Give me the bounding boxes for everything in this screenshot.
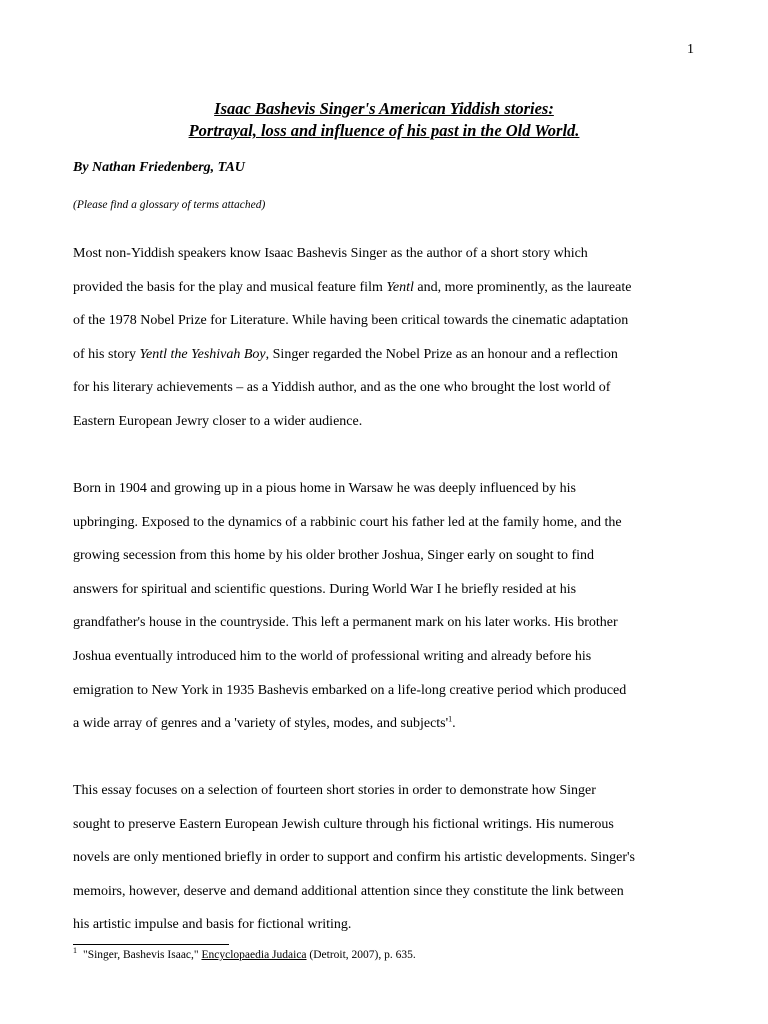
footnote-separator bbox=[73, 944, 229, 945]
paragraph-2 bbox=[73, 472, 713, 741]
footnote-reference[interactable]: 1 bbox=[448, 714, 453, 724]
film-title-yentl: Yentl bbox=[386, 279, 414, 295]
text-span: . bbox=[452, 716, 456, 732]
paragraph-line bbox=[73, 707, 713, 741]
document-title bbox=[0, 98, 768, 142]
footnote-text: "Singer, Bashevis Isaac," bbox=[83, 949, 202, 961]
footnote-source: Encyclopaedia Judaica bbox=[201, 949, 307, 961]
page-number: 1 bbox=[687, 42, 694, 57]
paragraph-line: grandfather's house in the countryside. This left a permanent mark on his later works. His brother bbox=[73, 615, 618, 631]
paragraph-line: Eastern European Jewry closer to a wider audience. bbox=[73, 413, 363, 429]
footnote bbox=[73, 946, 416, 961]
story-title: Yentl the Yeshivah Boy bbox=[139, 346, 266, 362]
footnote-mark: 1 bbox=[73, 946, 77, 956]
text-span: provided the basis for the play and musical feature film bbox=[73, 279, 387, 295]
paragraph-line: upbringing. Exposed to the dynamics of a rabbinic court his father led at the family home, and the bbox=[73, 514, 622, 530]
glossary-note: (Please find a glossary of terms attached) bbox=[73, 199, 266, 211]
paragraph-line: novels are only mentioned briefly in order to support and confirm his artistic developments. Singer's bbox=[73, 850, 636, 866]
text-span: a wide array of genres and a 'variety of styles, modes, and subjects' bbox=[73, 716, 449, 732]
title-line-2: Portrayal, loss and influence of his past in the Old World. bbox=[188, 121, 580, 140]
paragraph-line: for his literary achievements – as a Yiddish author, and as the one who brought the lost world of bbox=[73, 380, 611, 396]
title-line-1: Isaac Bashevis Singer's American Yiddish stories: bbox=[214, 99, 554, 118]
text-span: and, more prominently, as the laureate bbox=[413, 279, 632, 295]
paragraph-line bbox=[73, 271, 713, 305]
text-span: of his story bbox=[73, 346, 140, 362]
paragraph-line: Joshua eventually introduced him to the world of professional writing and already before his bbox=[73, 648, 592, 664]
paragraph-line: of the 1978 Nobel Prize for Literature. While having been critical towards the cinematic adaptation bbox=[73, 313, 629, 329]
paragraph-line: sought to preserve Eastern European Jewish culture through his fictional writings. His numerous bbox=[73, 816, 614, 832]
paragraph-line: emigration to New York in 1935 Bashevis embarked on a life-long creative period which produced bbox=[73, 682, 627, 698]
paragraph-line: memoirs, however, deserve and demand additional attention since they constitute the link between bbox=[73, 883, 624, 899]
paragraph-line bbox=[73, 338, 713, 372]
paragraph-line: This essay focuses on a selection of fourteen short stories in order to demonstrate how Singer bbox=[73, 783, 596, 798]
paragraph-3 bbox=[73, 774, 713, 942]
byline: By Nathan Friedenberg, TAU bbox=[73, 160, 245, 175]
paragraph-1 bbox=[73, 237, 713, 439]
footnote-text: (Detroit, 2007), p. 635. bbox=[306, 949, 416, 961]
paragraph-line: Most non-Yiddish speakers know Isaac Bashevis Singer as the author of a short story which bbox=[73, 246, 588, 261]
paragraph-line: answers for spiritual and scientific questions. During World War I he briefly resided at his bbox=[73, 581, 577, 597]
paragraph-line: Born in 1904 and growing up in a pious home in Warsaw he was deeply influenced by his bbox=[73, 481, 576, 496]
paragraph-line: growing secession from this home by his older brother Joshua, Singer early on sought to find bbox=[73, 548, 595, 564]
text-span: , Singer regarded the Nobel Prize as an honour and a reflection bbox=[265, 346, 618, 362]
paragraph-line: his artistic impulse and basis for fictional writing. bbox=[73, 917, 352, 933]
